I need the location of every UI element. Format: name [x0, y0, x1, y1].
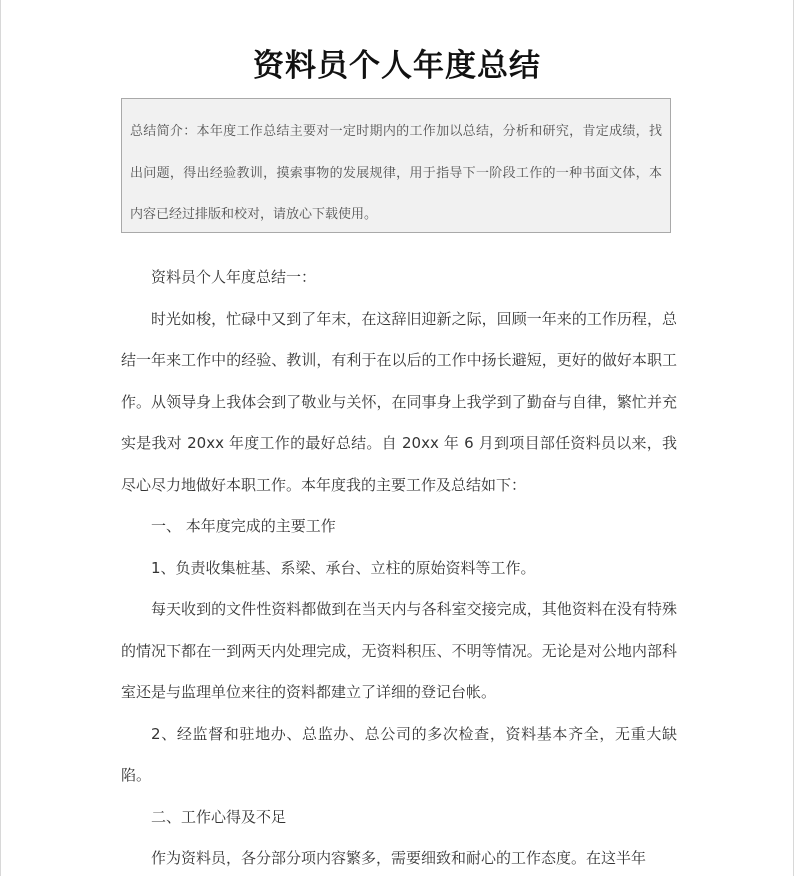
- paragraph-item-2: 2、经监督和驻地办、总监办、总公司的多次检查，资料基本齐全，无重大缺陷。: [121, 724, 677, 784]
- paragraph-item-1: 1、负责收集桩基、系梁、承台、立柱的原始资料等工作。: [151, 558, 536, 577]
- summary-box: 总结简介：本年度工作总结主要对一定时期内的工作加以总结，分析和研究，肯定成绩，找出问题，得出经验教训，摸索事物的发展规律，用于指导下一阶段工作的一种书面文体，本内容已经过排版和校对，请放心下载使用。: [121, 98, 671, 233]
- paragraph-heading-main-work: 一、 本年度完成的主要工作: [151, 517, 336, 535]
- document-body: [121, 257, 677, 880]
- paragraph-daily-docs: 每天收到的文件性资料都做到在当天内与各科室交接完成，其他资料在没有特殊的情况下都在一到两天内处理完成，无资料积压、不明等情况。无论是对公地内部科室还是与监理单位来往的资料都建立了详细的登记台帐。: [121, 600, 677, 701]
- paragraph-experience: 作为资料员，各分部分项内容繁多，需要细致和耐心的工作态度。在这半年: [151, 849, 647, 867]
- page-edge-left: [0, 0, 1, 876]
- paragraph-heading-experience: 二、工作心得及不足: [151, 807, 287, 826]
- paragraph-intro: 时光如梭，忙碌中又到了年末，在这辞旧迎新之际，回顾一年来的工作历程，总结一年来工作中的经验、教训，有利于在以后的工作中扬长避短，更好的做好本职工作。从领导身上我体会到了敬业与关怀，在同事身上我学到了勤奋与自律，繁忙并充实是我对 20xx 年度工作的最好总结。自 20xx 年 6 月到项目部任资料员以来，我尽心尽力地做好本职工作。本年度我的主要工作及总结如下：: [121, 309, 677, 494]
- paragraph-section-heading: 资料员个人年度总结一：: [151, 268, 317, 286]
- document-title: 资料员个人年度总结: [253, 48, 541, 84]
